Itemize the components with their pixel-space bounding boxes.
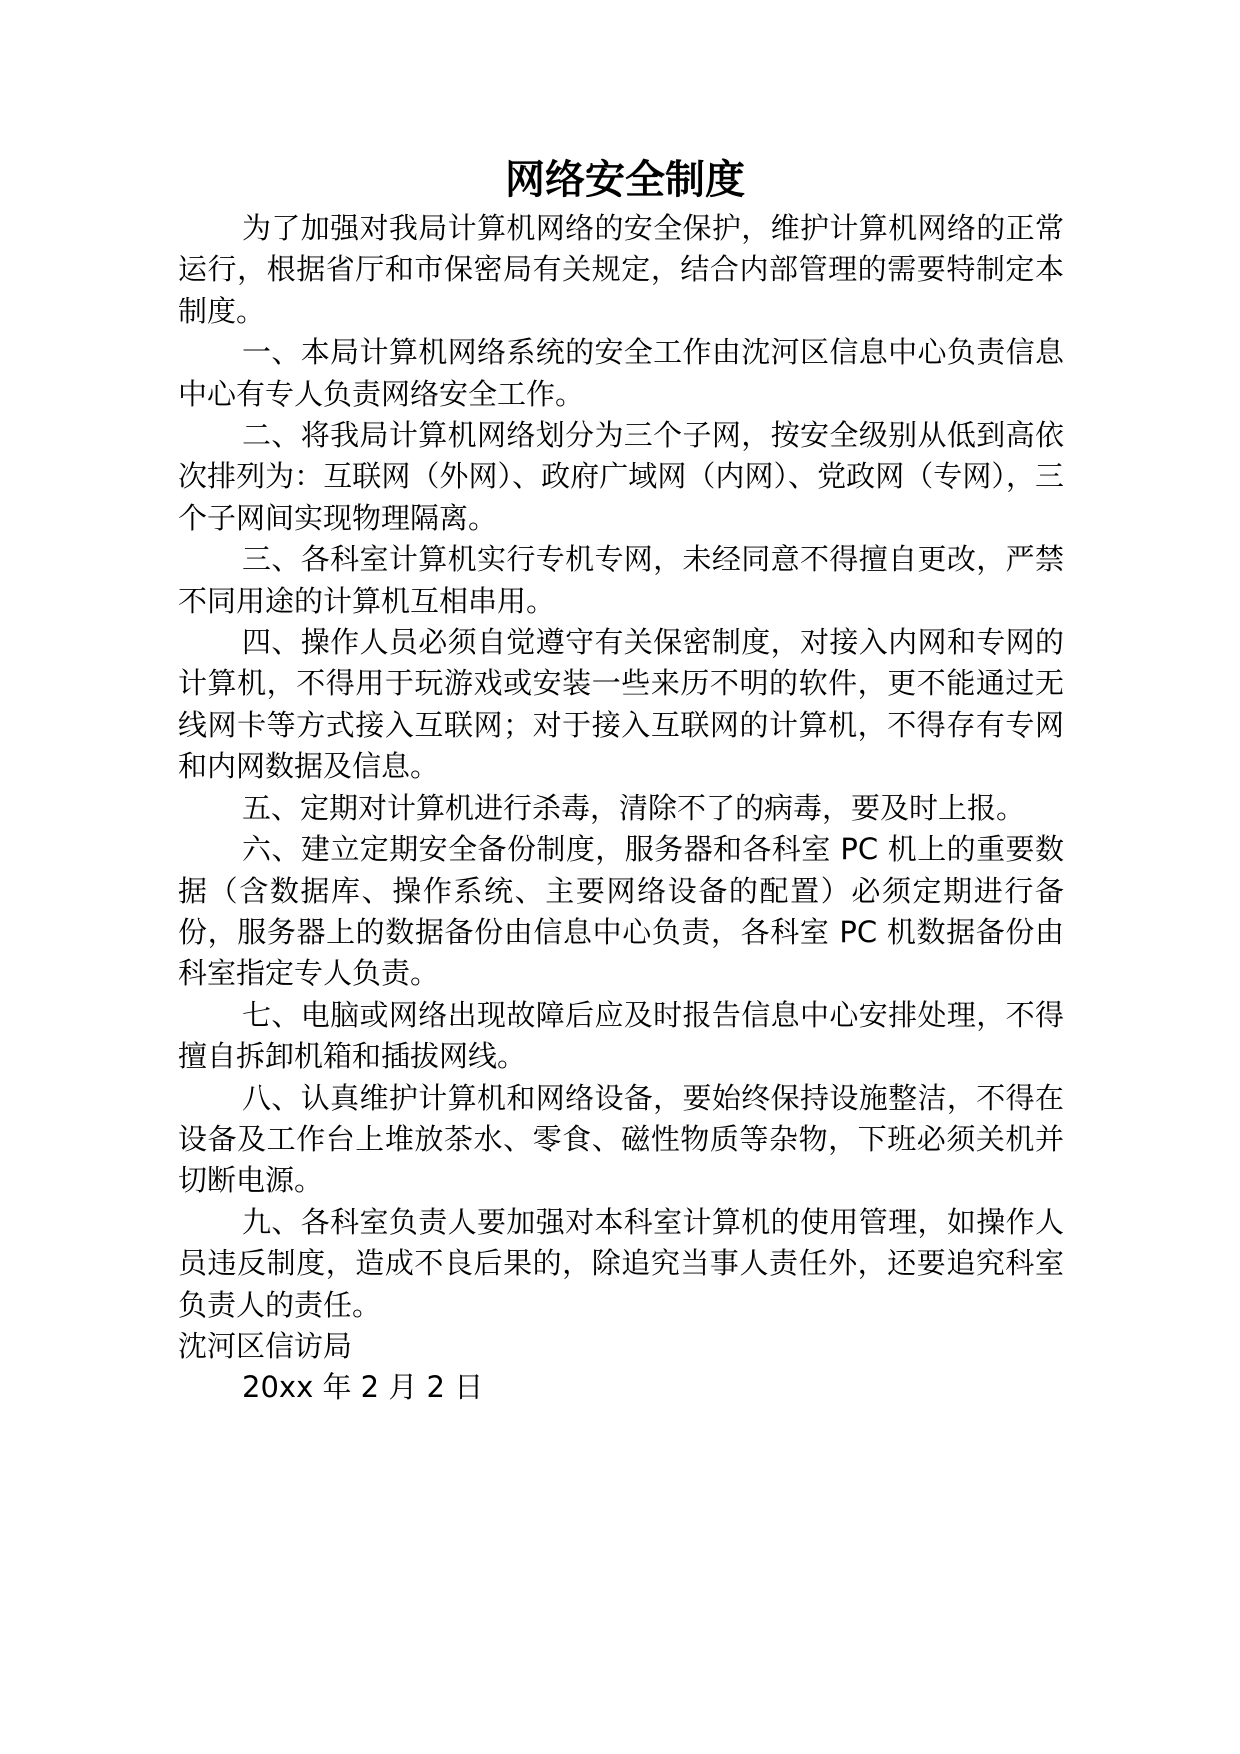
paragraph-rule-7: 七、电脑或网络出现故障后应及时报告信息中心安排处理，不得擅自拆卸机箱和插拔网线。 bbox=[178, 997, 1064, 1074]
paragraph-intro: 为了加强对我局计算机网络的安全保护，维护计算机网络的正常运行，根据省厅和市保密局有关规定，结合内部管理的需要特制定本制度。 bbox=[178, 211, 1064, 328]
paragraph-rule-9: 九、各科室负责人要加强对本科室计算机的使用管理，如操作人员违反制度，造成不良后果的，除追究当事人责任外，还要追究科室负责人的责任。 bbox=[178, 1204, 1064, 1322]
paragraph-rule-5: 五、定期对计算机进行杀毒，清除不了的病毒，要及时上报。 bbox=[242, 790, 1026, 825]
signature-date: 20xx 年 2 月 2 日 bbox=[242, 1370, 484, 1405]
paragraph-rule-6: 六、建立定期安全备份制度，服务器和各科室 PC 机上的重要数据（含数据库、操作系统、主要网络设备的配置）必须定期进行备份，服务器上的数据备份由信息中心负责，各科室 PC 机数据备份由科室指定专人负责。 bbox=[178, 832, 1064, 991]
paragraph-rule-8: 八、认真维护计算机和网络设备，要始终保持设施整洁，不得在设备及工作台上堆放茶水、零食、磁性物质等杂物，下班必须关机并切断电源。 bbox=[178, 1080, 1064, 1198]
signature-organization: 沈河区信访局 bbox=[178, 1328, 353, 1363]
paragraph-rule-1: 一、本局计算机网络系统的安全工作由沈河区信息中心负责信息中心有专人负责网络安全工作。 bbox=[178, 335, 1064, 411]
document-title: 网络安全制度 bbox=[505, 157, 745, 203]
paragraph-rule-3: 三、各科室计算机实行专机专网，未经同意不得擅自更改，严禁不同用途的计算机互相串用。 bbox=[178, 542, 1064, 618]
paragraph-rule-4: 四、操作人员必须自觉遵守有关保密制度，对接入内网和专网的计算机，不得用于玩游戏或安装一些来历不明的软件，更不能通过无线网卡等方式接入互联网；对于接入互联网的计算机，不得存有专网和内网数据及信息。 bbox=[178, 625, 1064, 784]
document-body bbox=[178, 152, 1064, 1409]
paragraph-rule-2: 二、将我局计算机网络划分为三个子网，按安全级别从低到高依次排列为：互联网（外网）、政府广域网（内网）、党政网（专网），三个子网间实现物理隔离。 bbox=[178, 418, 1064, 535]
